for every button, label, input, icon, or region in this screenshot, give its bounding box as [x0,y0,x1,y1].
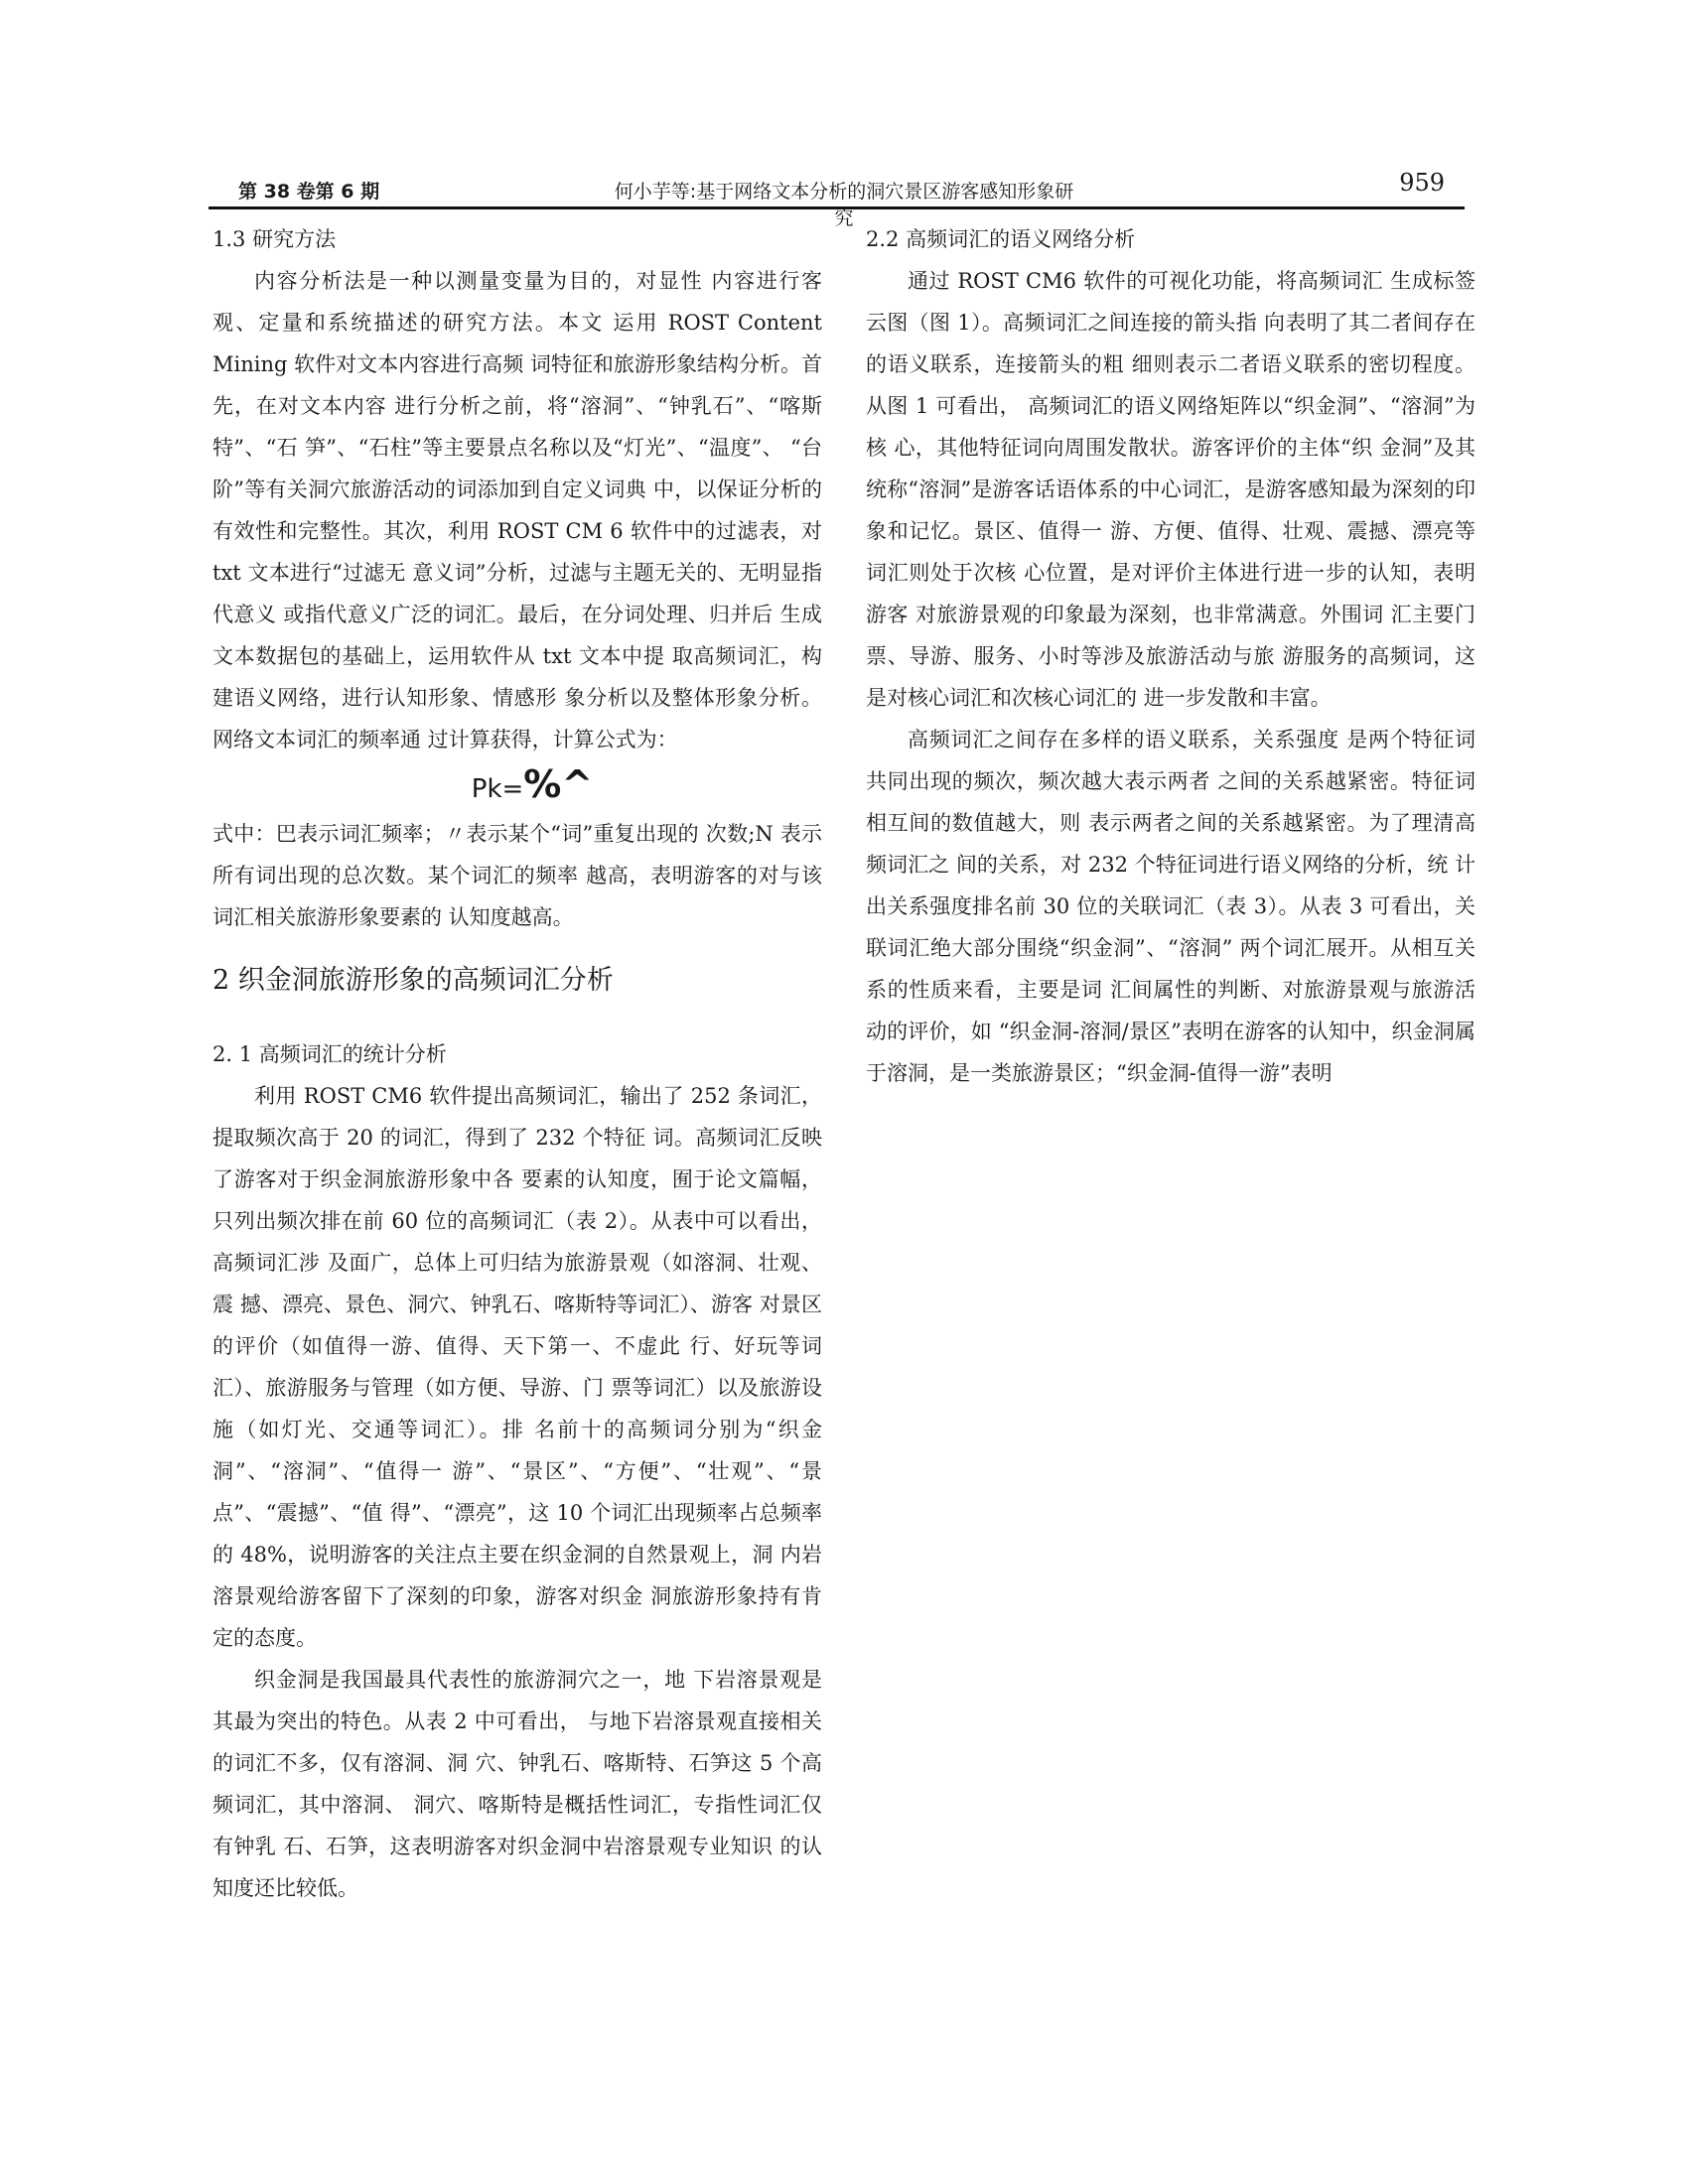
left-column [212,218,822,1909]
section-heading-2-2: 2.2 高频词汇的语义网络分析 [866,227,1136,251]
formula-rhs: %^ [523,762,594,806]
paragraph-karst: 织金洞是我国最具代表性的旅游洞穴之一，地 下岩溶景观是其最为突出的特色。从表 2 中可看出， 与地下岩溶景观直接相关的词汇不多，仅有溶洞、洞 穴、钟乳石、喀斯特、石笋这 5 个高频词汇，其中溶洞、 洞穴、喀斯特是概括性词汇，专指性词汇仅有钟乳 石、石笋，这表明游客对织金洞中岩溶景观专业知识 的认知度还比较低。 [212,1668,822,1900]
frequency-formula [212,760,822,813]
right-column [866,218,1476,1094]
section-heading-2: 2 织金洞旅游形象的高频词汇分析 [212,965,614,996]
paragraph-method: 内容分析法是一种以测量变量为目的，对显性 内容进行客观、定量和系统描述的研究方法。本文 运用 ROST Content Mining 软件对文本内容进行高频 词特征和旅游形象结构分析。首先，在对文本内容 进行分析之前，将“溶洞”、“钟乳石”、“喀斯特”、“石 笋”、“石柱”等主要景点名称以及“灯光”、“温度”、 “台阶”等有关洞穴旅游活动的词添加到自定义词典 中，以保证分析的有效性和完整性。其次，利用 ROST CM 6 软件中的过滤表，对 txt 文本进行“过滤无 意义词”分析，过滤与主题无关的、无明显指代意义 或指代意义广泛的词汇。最后，在分词处理、归并后 生成文本数据包的基础上，运用软件从 txt 文本中提 取高频词汇，构建语义网络，进行认知形象、情感形 象分析以及整体形象分析。网络文本词汇的频率通 过计算获得，计算公式为： [212,269,822,751]
running-title: 何小芋等:基于网络文本分析的洞穴景区游客感知形象研究 [614,181,1074,229]
section-heading-1-3: 1.3 研究方法 [212,227,337,251]
paragraph-semantic-network: 通过 ROST CM6 软件的可视化功能，将高频词汇 生成标签云图（图 1）。高频词汇之间连接的箭头指 向表明了其二者间存在的语义联系，连接箭头的粗 细则表示二者语义联系的密切程度。从图 1 可看出， 高频词汇的语义网络矩阵以“织金洞”、“溶洞”为核 心，其他特征词向周围发散状。游客评价的主体“织 金洞”及其统称“溶洞”是游客话语体系的中心词汇，是游客感知最为深刻的印象和记忆。景区、值得一 游、方便、值得、壮观、震撼、漂亮等词汇则处于次核 心位置，是对评价主体进行进一步的认知，表明游客 对旅游景观的印象最为深刻，也非常满意。外围词 汇主要门票、导游、服务、小时等涉及旅游活动与旅 游服务的高频词，这是对核心词汇和次核心词汇的 进一步发散和丰富。 [866,269,1476,710]
paragraph-formula-explanation: 式中：巴表示词汇频率；〃表示某个“词”重复出现的 次数;N 表示所有词出现的总次数。某个词汇的频率 越高，表明游客的对与该词汇相关旅游形象要素的 认知度越高。 [212,822,822,929]
paragraph-relation-strength: 高频词汇之间存在多样的语义联系，关系强度 是两个特征词共同出现的频次，频次越大表示两者 之间的关系越紧密。特征词相互间的数值越大，则 表示两者之间的关系越紧密。为了理清高频词汇之 间的关系，对 232 个特征词进行语义网络的分析，统 计出关系强度排名前 30 位的关联词汇（表 3）。从表 3 可看出，关联词汇绝大部分围绕“织金洞”、“溶洞” 两个词汇展开。从相互关系的性质来看，主要是词 汇间属性的判断、对旅游景观与旅游活动的评价，如 “织金洞-溶洞/景区”表明在游客的认知中，织金洞属 于溶洞，是一类旅游景区；“织金洞-值得一游”表明 [866,728,1476,1085]
formula-lhs: Pk= [471,774,524,804]
page-number: 959 [1399,169,1445,197]
paragraph-statistics: 利用 ROST CM6 软件提出高频词汇，输出了 252 条词汇，提取频次高于 20 的词汇，得到了 232 个特征 词。高频词汇反映了游客对于织金洞旅游形象中各 要素的认知度，囿于论文篇幅，只列出频次排在前 60 位的高频词汇（表 2）。从表中可以看出，高频词汇涉 及面广，总体上可归结为旅游景观（如溶洞、壮观、震 撼、漂亮、景色、洞穴、钟乳石、喀斯特等词汇）、游客 对景区的评价（如值得一游、值得、天下第一、不虚此 行、好玩等词汇）、旅游服务与管理（如方便、导游、门 票等词汇）以及旅游设施（如灯光、交通等词汇）。排 名前十的高频词分别为“织金洞”、“溶洞”、“值得一 游”、“景区”、“方便”、“壮观”、“景点”、“震撼”、“值 得”、“漂亮”，这 10 个词汇出现频率占总频率的 48%，说明游客的关注点主要在织金洞的自然景观上，洞 内岩溶景观给游客留下了深刻的印象，游客对织金 洞旅游形象持有肯定的态度。 [212,1084,822,1650]
section-heading-2-1: 2. 1 高频词汇的统计分析 [212,1042,447,1066]
running-header [209,169,1465,229]
journal-issue: 第 38 卷第 6 期 [238,181,380,203]
